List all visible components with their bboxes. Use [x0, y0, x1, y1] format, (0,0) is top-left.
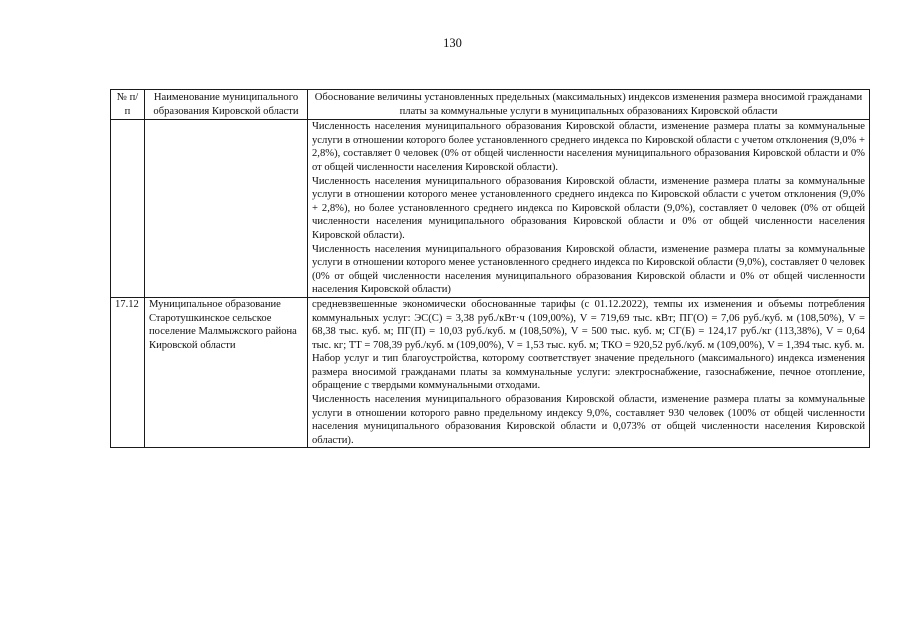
paragraph: Численность населения муниципального образования Кировской области, изменение размера платы за коммунальные услуги в отношении которого менее установленного среднего индекса по Кировской области с учетом отклонения (9,0% + 2,8%), но более установленного среднего индекса по Кировской области (9,0%), составляет 0 человек (0% от общей численности населения муниципального образования Кировской области и 0% от общей численности населения Кировской области).	[312, 175, 865, 241]
row-name-cell	[145, 120, 308, 298]
header-justification: Обоснование величины установленных предельных (максимальных) индексов изменения размера вносимой гражданами платы за коммунальные услуги в муниципальных образованиях Кировской области	[308, 90, 870, 120]
row-name-cell: Муниципальное образование Старотушкинское сельское поселение Малмыжского района Кировской области	[145, 297, 308, 448]
header-name: Наименование муниципального образования Кировской области	[145, 90, 308, 120]
table-header-row	[111, 90, 870, 120]
row-justification-cell	[308, 297, 870, 448]
table-row	[111, 297, 870, 448]
row-number-cell	[111, 120, 145, 298]
paragraph: средневзвешенные экономически обоснованные тарифы (с 01.12.2022), темпы их изменения и объемы потребления коммунальных услуг: ЭС(С) = 3,38 руб./кВт·ч (109,00%), V = 719,69 тыс. кВт; ПГ(О) = 7,06 руб./куб. м (108,50%), V = 68,38 тыс. куб. м; ПГ(П) = 10,03 руб./куб. м (108,50%), V = 500 тыс. куб. м; СГ(Б) = 124,17 руб./кг (113,38%), V = 0,64 тыс. кг; ТТ = 708,39 руб./куб. м (109,00%), V = 1,53 тыс. куб. м; ТКО = 920,52 руб./куб. м (109,00%), V = 1,394 тыс. куб. м.	[312, 298, 865, 351]
paragraph: Численность населения муниципального образования Кировской области, изменение размера платы за коммунальные услуги в отношении которого менее установленного среднего индекса по Кировской области (9,0%), составляет 0 человек (0% от общей численности населения муниципального образования Кировской области и 0% от общей численности населения Кировской области)	[312, 243, 865, 296]
justification-table	[110, 89, 870, 448]
paragraph: Численность населения муниципального образования Кировской области, изменение размера платы за коммунальные услуги в отношении которого более установленного среднего индекса по Кировской области с учетом отклонения (9,0% + 2,8%), составляет 0 человек (0% от общей численности населения муниципального образования Кировской области и 0% от общей численности населения Кировской области).	[312, 121, 865, 173]
paragraph: Численность населения муниципального образования Кировской области, изменение размера платы за коммунальные услуги в отношении которого равно предельному индексу 9,0%, составляет 930 человек (100% от общей численности населения муниципального образования Кировской области и 0,073% от общей численности населения Кировской области).	[312, 394, 865, 446]
row-justification-cell	[308, 120, 870, 298]
page-number: 130	[443, 36, 462, 50]
row-number-cell: 17.12	[111, 297, 145, 448]
header-number: № п/п	[111, 90, 145, 120]
table-row	[111, 120, 870, 298]
paragraph: Набор услуг и тип благоустройства, которому соответствует значение предельного (максимального) индекса изменения размера вносимой гражданами платы за коммунальные услуги: электроснабжение, газоснабжение, печное отопление, обращение с твердыми коммунальными отходами.	[312, 353, 865, 392]
